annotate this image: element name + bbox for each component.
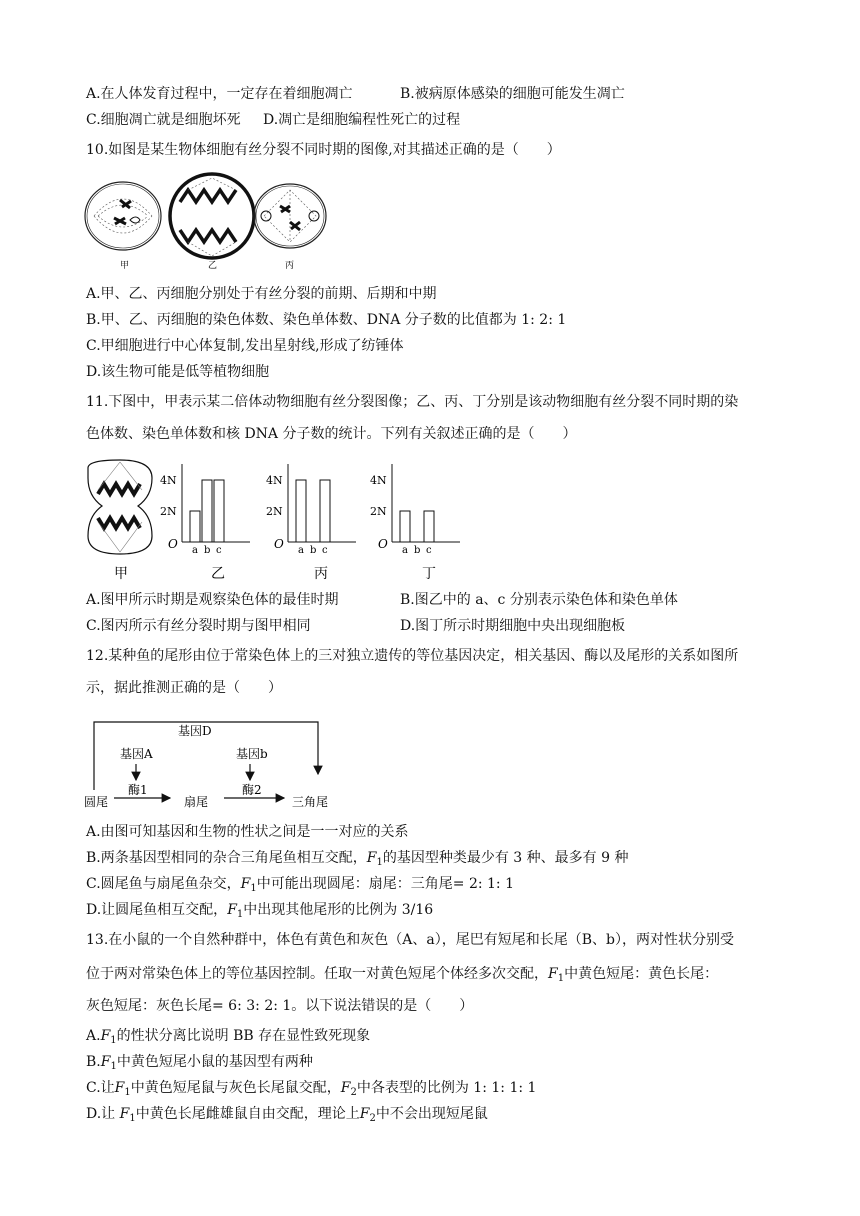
q12-pathway-diagram — [84, 714, 344, 814]
q12-option-d: D.让圆尾鱼相互交配，$F_1$中出现其他尾形的比例为 3/16 — [86, 902, 434, 920]
q11-stem-line2: 色体数、染色单体数和核 DNA 分子数的统计。下列有关叙述正确的是（ ） — [86, 426, 577, 442]
q13-option-d: D.让 $F_1$中黄色长尾雌雄鼠自由交配，理论上$F_2$中不会出现短尾鼠 — [86, 1106, 488, 1124]
chart-xtick-b: b — [310, 545, 317, 556]
chart-xtick-b: b — [414, 545, 421, 556]
q13-option-b: $B.F_1$中黄色短尾小鼠的基因型有两种 — [86, 1054, 313, 1072]
chart-bar-a — [400, 511, 410, 542]
chart-origin: O — [378, 537, 388, 551]
q10-option-b: B.甲、乙、丙细胞的染色体数、染色单体数、DNA 分子数的比值都为 1: 2: 1 — [86, 312, 567, 328]
q11-figure — [80, 458, 480, 584]
cell-bing — [254, 184, 326, 248]
q13-option-a: $A.F_1$的性状分离比说明 BB 存在显性致死现象 — [86, 1028, 371, 1046]
q11-label-jia: 甲 — [114, 566, 128, 582]
chart-bar-a — [296, 480, 306, 542]
cell-jia-11 — [88, 460, 152, 554]
chart-origin: O — [168, 537, 178, 551]
q13-stem-line1: 13.在小鼠的一个自然种群中，体色有黄色和灰色（A、a），尾巴有短尾和长尾（B、b），两对性状分别受 — [86, 932, 734, 948]
q10-stem: 10.如图是某生物体细胞有丝分裂不同时期的图像,对其描述正确的是（ ） — [86, 142, 561, 158]
q11-stem-line1: 11.下图中，甲表示某二倍体动物细胞有丝分裂图像；乙、丙、丁分别是该动物细胞有丝分裂不同时期的染 — [86, 394, 739, 410]
q10-cell-figure — [84, 172, 334, 272]
enzyme2-label: 酶2 — [242, 783, 262, 797]
q9-option-d: D.凋亡是细胞编程性死亡的过程 — [263, 112, 461, 128]
q12-option-a: A.由图可知基因和生物的性状之间是一一对应的关系 — [86, 824, 409, 840]
q11-option-b: B.图乙中的 a、c 分别表示染色体和染色单体 — [400, 592, 678, 608]
q11-option-a: A.图甲所示时期是观察染色体的最佳时期 — [86, 592, 339, 608]
chart-ytick-4n: 4N — [160, 474, 177, 487]
q12-stem-line2: 示，据此推测正确的是（ ） — [86, 680, 282, 696]
cell-jia — [85, 182, 161, 250]
q11-option-d: D.图丁所示时期细胞中央出现细胞板 — [400, 618, 626, 634]
chart-ytick-4n: 4N — [370, 474, 387, 487]
gene-a-label: 基因A — [120, 747, 153, 761]
q12-stem-line1: 12.某种鱼的尾形由位于常染色体上的三对独立遗传的等位基因决定，相关基因、酶以及尾形的关系如图所 — [86, 648, 739, 664]
q13-stem-line2: 位于两对常染色体上的等位基因控制。任取一对黄色短尾个体经多次交配，$F_1$中黄色短尾：黄色长尾： — [86, 966, 719, 984]
chart-origin: O — [274, 537, 284, 551]
q9-option-a: A.在人体发育过程中，一定存在着细胞凋亡 — [86, 86, 353, 102]
chart-bar-c — [320, 480, 330, 542]
chart-xtick-b: b — [204, 545, 211, 556]
q12-option-b: B.两条基因型相同的杂合三角尾鱼相互交配，$F_1$的基因型种类最少有 3 种、最多有 9 种 — [86, 850, 629, 868]
q11-label-yi: 乙 — [211, 566, 225, 582]
q11-label-ding: 丁 — [422, 566, 436, 582]
chart-xtick-c: c — [426, 545, 432, 556]
chart-ytick-4n: 4N — [266, 474, 283, 487]
gene-b-label: 基因b — [236, 747, 268, 761]
q10-option-c: C.甲细胞进行中心体复制,发出星射线,形成了纺锤体 — [86, 338, 404, 354]
chart-ytick-2n: 2N — [266, 505, 283, 518]
gene-d-label: 基因D — [178, 724, 212, 738]
chart-xtick-c: c — [216, 545, 222, 556]
q11-bar-charts — [160, 464, 460, 556]
q10-option-a: A.甲、乙、丙细胞分别处于有丝分裂的前期、后期和中期 — [86, 286, 437, 302]
q10-option-d: D.该生物可能是低等植物细胞 — [86, 364, 270, 380]
chart-bar-c — [214, 480, 224, 542]
round-tail-label: 圆尾 — [84, 795, 109, 809]
fig-label-yi: 乙 — [208, 261, 218, 271]
cell-yi — [170, 174, 254, 258]
chart-bar-c — [424, 511, 434, 542]
chart-ytick-2n: 2N — [160, 505, 177, 518]
q13-option-c: C.让$F_1$中黄色短尾鼠与灰色长尾鼠交配，$F_2$中各表型的比例为 1: 1: 1: 1 — [86, 1080, 537, 1098]
triangle-tail-label: 三角尾 — [292, 795, 329, 809]
chart-bar-a — [190, 511, 200, 542]
chart-xtick-a: a — [298, 545, 304, 556]
enzyme1-label: 酶1 — [128, 783, 148, 797]
fig-label-jia: 甲 — [120, 261, 130, 271]
q11-label-bing: 丙 — [314, 566, 328, 582]
q12-option-c: C.圆尾鱼与扇尾鱼杂交，$F_1$中可能出现圆尾：扇尾：三角尾= 2: 1: 1 — [86, 876, 515, 894]
chart-ytick-2n: 2N — [370, 505, 387, 518]
chart-xtick-a: a — [192, 545, 198, 556]
q13-stem-line3: 灰色短尾：灰色长尾= 6: 3: 2: 1。以下说法错误的是（ ） — [86, 998, 474, 1014]
chart-bar-b — [202, 480, 212, 542]
chart-xtick-a: a — [402, 545, 408, 556]
q9-option-c: C.细胞凋亡就是细胞坏死 — [86, 112, 241, 128]
chart-xtick-c: c — [322, 545, 328, 556]
fig-label-bing: 丙 — [285, 261, 295, 271]
q9-option-b: B.被病原体感染的细胞可能发生凋亡 — [400, 86, 625, 102]
q11-option-c: C.图丙所示有丝分裂时期与图甲相同 — [86, 618, 311, 634]
fan-tail-label: 扇尾 — [184, 795, 209, 809]
